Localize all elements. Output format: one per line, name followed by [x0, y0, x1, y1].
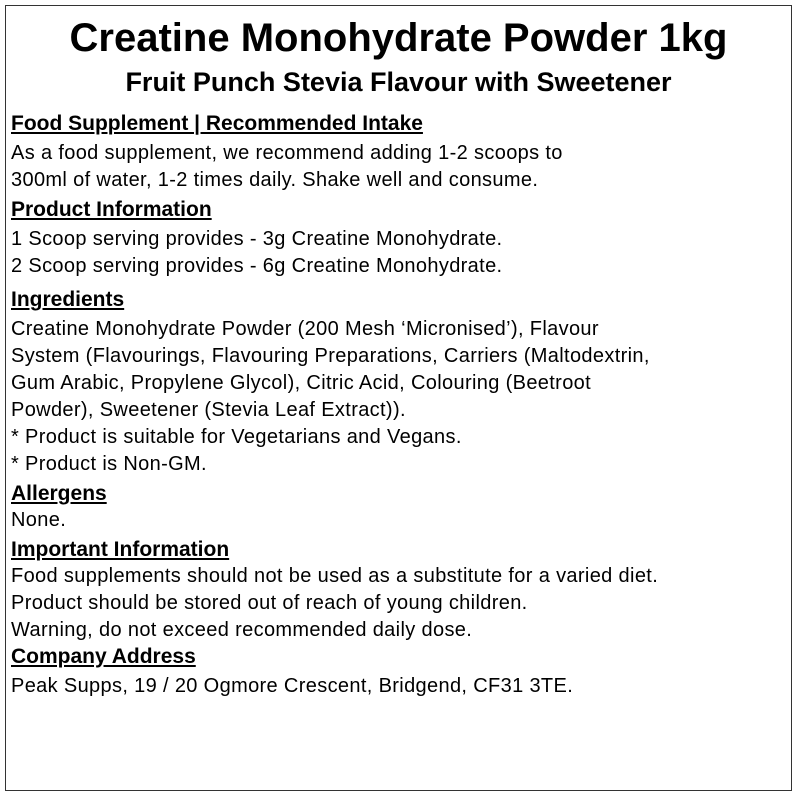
important-line: Warning, do not exceed recommended daily dose. [11, 619, 473, 641]
section-ingredients [11, 287, 791, 478]
allergens-line: None. [11, 509, 67, 531]
section-heading-recommended-intake: Food Supplement | Recommended Intake [11, 112, 423, 135]
section-recommended-intake [11, 111, 791, 194]
section-heading-company-address: Company Address [11, 645, 196, 668]
ingredients-note: * Product is suitable for Vegetarians and Vegans. [11, 426, 462, 448]
ingredients-line: System (Flavourings, Flavouring Preparations, Carriers (Maltodextrin, [11, 345, 650, 367]
product-title: Creatine Monohydrate Powder 1kg [69, 16, 728, 60]
product-subtitle: Fruit Punch Stevia Flavour with Sweetener [125, 67, 672, 97]
intake-line: As a food supplement, we recommend adding 1-2 scoops to [11, 142, 563, 164]
product-info-line: 2 Scoop serving provides - 6g Creatine Monohydrate. [11, 255, 503, 277]
section-product-information [11, 197, 791, 280]
section-company-address [11, 644, 791, 700]
section-heading-allergens: Allergens [11, 482, 107, 505]
address-line: Peak Supps, 19 / 20 Ogmore Crescent, Bridgend, CF31 3TE. [11, 675, 574, 697]
intake-line: 300ml of water, 1-2 times daily. Shake well and consume. [11, 169, 539, 191]
section-important-information [11, 537, 791, 644]
ingredients-line: Powder), Sweetener (Stevia Leaf Extract)). [11, 399, 406, 421]
ingredients-line: Creatine Monohydrate Powder (200 Mesh ‘Micronised’), Flavour [11, 318, 599, 340]
supplement-label [5, 5, 792, 791]
section-heading-product-information: Product Information [11, 198, 212, 221]
section-heading-important-information: Important Information [11, 538, 230, 561]
important-line: Product should be stored out of reach of young children. [11, 592, 528, 614]
ingredients-note: * Product is Non-GM. [11, 453, 207, 475]
ingredients-line: Gum Arabic, Propylene Glycol), Citric Acid, Colouring (Beetroot [11, 372, 592, 394]
product-info-line: 1 Scoop serving provides - 3g Creatine Monohydrate. [11, 228, 503, 250]
label-body [11, 111, 791, 700]
important-line: Food supplements should not be used as a substitute for a varied diet. [11, 565, 659, 587]
section-allergens [11, 481, 791, 534]
section-heading-ingredients: Ingredients [11, 288, 125, 311]
